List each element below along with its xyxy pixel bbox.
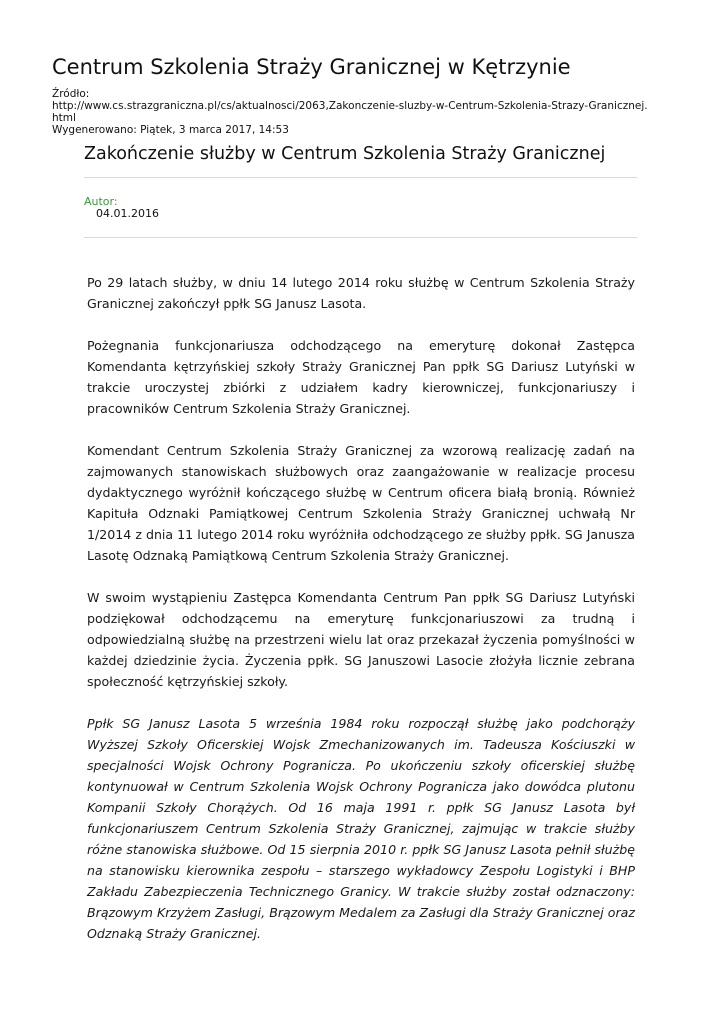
source-url[interactable]: http://www.cs.strazgraniczna.pl/cs/aktualnosci/2063,Zakonczenie-sluzby-w-Centrum-Szkolenia-Strazy-Granicznej. (52, 100, 648, 112)
generated-timestamp: Wygenerowano: Piątek, 3 marca 2017, 14:53 (52, 124, 289, 136)
article-paragraph: Komendant Centrum Szkolenia Straży Granicznej za wzorową realizację zadań na zajmowanych stanowiskach służbowych oraz zaangażowanie w realizacje procesu dydaktycznego wyróżnił kończącego służbę w Centrum oficera białą bronią. Również Kapituła Odznaki Pamiątkowej Centrum Szkolenia Straży Granicznej uchwałą Nr 1/2014 z dnia 11 lutego 2014 roku wyróżniła odchodzącego ze służby ppłk. SG Janusza Lasotę Odznaką Pamiątkową Centrum Szkolenia Straży Granicznej. (87, 443, 635, 563)
article-paragraph-italic: Ppłk SG Janusz Lasota 5 września 1984 roku rozpoczął służbę jako podchorąży Wyższej Szkoły Oficerskiej Wojsk Zmechanizowanych im. Tadeusza Kościuszki w specjalności Wojsk Ochrony Pogranicza. Po ukończeniu szkoły oficerskiej służbę kontynuował w Centrum Szkolenia Wojsk Ochrony Pogranicza jako dowódca plutonu Kompanii Szkoły Chorążych. Od 16 maja 1991 r. ppłk SG Janusz Lasota był funkcjonariuszem Centrum Szkolenia Straży Granicznej, zajmując w trakcie służby różne stanowiska służbowe. Od 15 sierpnia 2010 r. ppłk SG Janusz Lasota pełnił służbę na stanowisku kierownika zespołu – starszego wykładowcy Zespołu Logistyki i BHP Zakładu Zabezpieczenia Technicznego Granicy. W trakcie służby został odznaczony: Brązowym Krzyżem Zasługi, Brązowym Medalem za Zasługi dla Straży Granicznej oraz Odznaką Straży Granicznej. (87, 716, 635, 941)
article-paragraph: Po 29 latach służby, w dniu 14 lutego 2014 roku służbę w Centrum Szkolenia Straży Granicznej zakończył ppłk SG Janusz Lasota. (87, 275, 635, 311)
article-title: Zakończenie służby w Centrum Szkolenia Straży Granicznej (84, 144, 606, 164)
meta-divider (84, 237, 637, 238)
publish-date: 04.01.2016 (96, 207, 159, 220)
site-title: Centrum Szkolenia Straży Granicznej w Kętrzynie (52, 55, 571, 79)
author-label: Autor: (84, 195, 118, 208)
title-divider (84, 177, 637, 178)
source-url-continuation[interactable]: html (52, 112, 76, 124)
article-paragraph: W swoim wystąpieniu Zastępca Komendanta Centrum Pan ppłk SG Dariusz Lutyński podziękował odchodzącemu na emeryturę funkcjonariuszowi za trudną i odpowiedzialną służbę na przestrzeni wielu lat oraz przekazał życzenia pomyślności w każdej dziedzinie życia. Życzenia ppłk. SG Januszowi Lasocie złożyła licznie zebrana społeczność kętrzyńskiej szkoły. (87, 590, 635, 689)
article-paragraph: Pożegnania funkcjonariusza odchodzącego na emeryturę dokonał Zastępca Komendanta kętrzyńskiej szkoły Straży Granicznej Pan ppłk SG Dariusz Lutyński w trakcie uroczystej zbiórki z udziałem kadry kierowniczej, funkcjonariuszy i pracowników Centrum Szkolenia Straży Granicznej. (87, 338, 635, 416)
source-label: Źródło: (52, 88, 90, 100)
article-body (87, 272, 635, 965)
source-info (52, 88, 712, 136)
